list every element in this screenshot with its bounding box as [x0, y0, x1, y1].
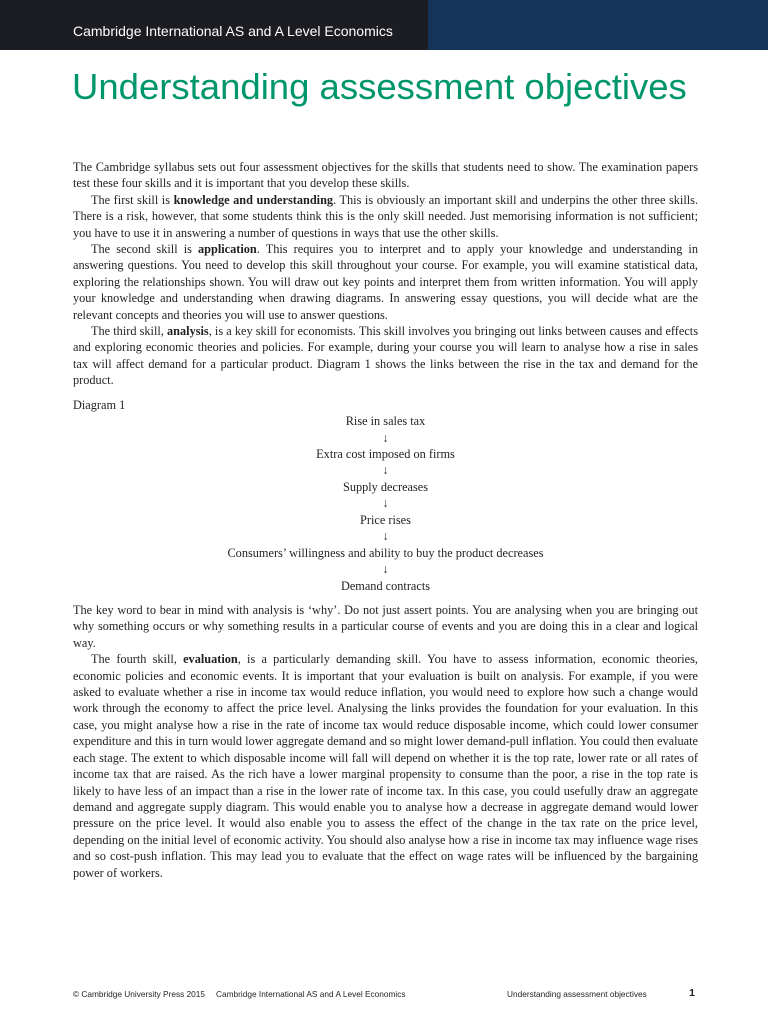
page-title: Understanding assessment objectives: [72, 66, 687, 107]
flow-step: Rise in sales tax: [345, 414, 426, 429]
skill-knowledge-paragraph: [73, 192, 698, 241]
flow-step: Demand contracts: [340, 578, 431, 593]
flow-step: Consumers’ willingness and ability to buy the product decreases: [227, 545, 544, 560]
footer-book-title: Cambridge International AS and A Level Economics: [216, 989, 406, 999]
flow-step: Supply decreases: [342, 479, 429, 494]
header-accent: [428, 0, 768, 50]
skill-knowledge-term: knowledge and understanding: [173, 192, 334, 207]
skill-evaluation-lead: The fourth skill,: [91, 652, 184, 667]
skill-application-lead: The second skill is: [91, 242, 198, 257]
skill-application-term: application: [198, 242, 257, 257]
header-title: Cambridge International AS and A Level Economics: [73, 23, 393, 39]
body-text: [73, 159, 698, 881]
skill-knowledge-lead: The first skill is: [91, 192, 174, 207]
down-arrow-icon: ↓: [382, 496, 389, 511]
diagram-label: Diagram 1: [73, 397, 126, 412]
skill-evaluation-text: , is a particularly demanding skill. You have to assess information, economic theories, economic policies and economic events. It is important that your evaluation is built on analysis. For example, if you were asked to evaluate whether a rise in income tax would reduce inflation, you would need to explore how such a change would work through the economy to affect the price level. Analysing the links provides the foundation for your evaluation. In this case, you might analyse how a rise in the rate of income tax would reduce disposable income, which could lower consumer expenditure and this in turn would lower aggregate demand and so might lower demand-pull inflation. You could then evaluate each stage. The extent to which disposable income will fall will depend on whether it is the top rate, lower rate or all rates of income tax that are raised. As the rich have a lower marginal propensity to consume than the poor, a rise in the top rate is likely to have less of an impact than a rise in the lower rate of income tax. In this case, you could usefully draw an aggregate demand and aggregate supply diagram. This would enable you to analyse how a decrease in aggregate demand would lower pressure on the price level. It would also enable you to assess the effect of the change in the tax rate on the price level, depending on the initial level of economic activity. You should also analyse how a rise in income tax may influence wage rises and so cost-push inflation. This may lead you to evaluate that the effect on wage rates will be influenced by the bargaining power of workers.: [73, 652, 698, 880]
down-arrow-icon: ↓: [382, 463, 389, 478]
footer-chapter-title: Understanding assessment objectives: [507, 989, 647, 999]
skill-analysis-text: , is a key skill for economists. This skill involves you bringing out links between causes and effects and exploring economic theories and policies. For example, during your course you will learn to analyse how a rise in sales tax will affect demand for a particular product. Diagram 1 shows the links between the rise in the tax and demand for the product.: [73, 324, 699, 388]
skill-analysis-lead: The third skill,: [91, 324, 168, 339]
analysis-note-paragraph: The key word to bear in mind with analysis is ‘why’. Do not just assert points. You are analysing when you are bringing out why something occurs or why something results in a particular course of events and you are doing this in a clear and logical way.: [73, 603, 698, 650]
down-arrow-icon: ↓: [382, 430, 389, 445]
intro-paragraph: The Cambridge syllabus sets out four assessment objectives for the skills that students need to show. The examination papers test these four skills and it is important that you develop these skills.: [73, 160, 698, 191]
skill-application-text: . This requires you to interpret and to apply your knowledge and understanding in answering questions. You need to develop this skill throughout your course. For example, you will examine statistical data, exploring the relationships shown. You will draw out key points and interpret them from written information. You will apply your knowledge and understanding when drawing diagrams. In answering essay questions, you will decide what are the relevant concepts and theories you will use to answer questions.: [73, 242, 698, 322]
skill-application-paragraph: [73, 241, 698, 323]
page-footer: [73, 987, 695, 1001]
flow-step: Price rises: [360, 512, 411, 527]
skill-knowledge-text: . This is obviously an important skill and underpins the other three skills. There is a risk, however, that some students think this is the only skill needed. Just memorising information is not sufficient; you have to use it in answering a number of questions in ways that use the other skills.: [73, 192, 699, 240]
flow-step: Extra cost imposed on firms: [316, 447, 455, 461]
skill-analysis-paragraph: [73, 323, 698, 389]
page-number: 1: [689, 987, 695, 999]
skill-analysis-term: analysis: [167, 324, 209, 339]
diagram-flow: [73, 413, 698, 594]
footer-copyright: © Cambridge University Press 2015: [73, 989, 206, 999]
skill-evaluation-paragraph: [73, 651, 698, 881]
down-arrow-icon: ↓: [382, 529, 389, 544]
skill-evaluation-term: evaluation: [183, 652, 238, 667]
down-arrow-icon: ↓: [382, 562, 389, 577]
